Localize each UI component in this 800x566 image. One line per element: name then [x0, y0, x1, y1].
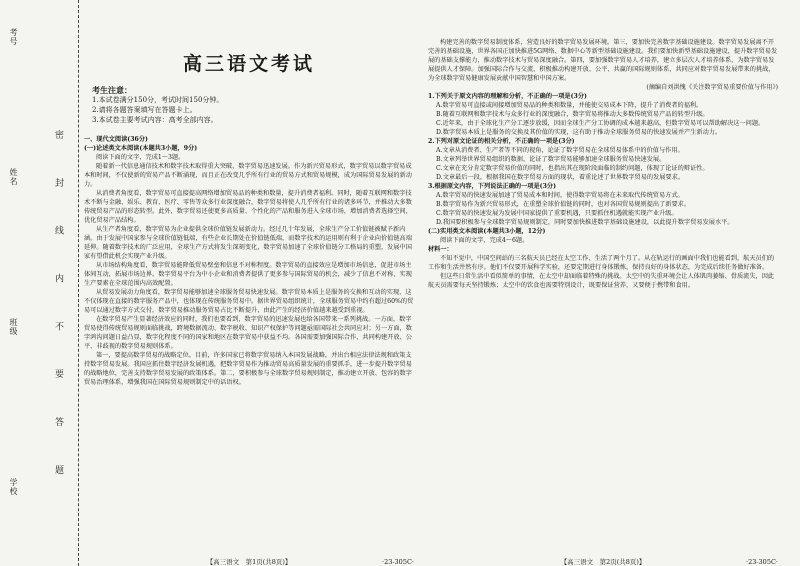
instruction: 阅读下面的文字，完成1～3题。	[96, 154, 185, 161]
section-heading: 一、现代文阅读(36分)	[84, 136, 148, 143]
passage-paragraph: 从贸易发展动力角度看，数字贸易能够加速全球服务贸易快速发展。数字贸易本质上是服务的交换和互动的实现，这不仅体现在直接的数字服务产品中，也体现在传统服务贸易中。据世界贸易组织统计，全球服务贸易中约有超过60%的贸易可以通过数字方式交付，数字贸易推动服务贸易占比不断提升，由此产生的经济价值越来越受到重视。	[84, 289, 414, 314]
notice-heading: 考生注意：	[92, 85, 132, 95]
exam-notice	[84, 85, 414, 125]
exam-no-label: 考号	[9, 28, 18, 46]
page-1-code: ·23-305C·	[382, 558, 414, 566]
name-label: 姓名	[9, 168, 18, 186]
class-label: 班级	[9, 318, 18, 336]
page-2-code: ·23-305C·	[746, 558, 778, 566]
notice-item: 3.本试卷主要考试内容：高考全部内容。	[92, 116, 218, 124]
question-option: C.近年来，由于全球化生产分工逐步放缓，因而全球生产分工协调的成本越来越高，但数字贸易可以帮助解决这一问题。	[436, 120, 765, 127]
passage-paragraph: 从市场结构角度看，数字贸易能降低贸易壁垒和信息不对称程度。数字贸易的直接效应是增加市场信息，促进市场主体间互动，拓展市场边界。数字贸易平台为中小企业和消费者提供了更多参与国际贸易的机会，减少了信息不对称，实现生产要素在全球范围内高效配置。	[84, 262, 412, 287]
page-2-column	[428, 0, 778, 566]
question-option: A.文章从消费者、生产者等不同的视角，论证了数字贸易在全球贸易体系中的价值与作用。	[436, 147, 684, 154]
question-option: B.文章列举世界贸易组织的数据，论证了数字贸易能够加速全球服务贸易快速发展。	[436, 156, 666, 163]
question-option: C.数字贸易的快速发展为发展中国家提供了重要机遇，只要抓住机遇就能实现产业升级。	[436, 210, 678, 217]
passage-paragraph: 随着新一代信息通信技术和数字技术取得重大突破，数字贸易迅速发展。作为新兴贸易形式，数字贸易以数字贸易成本和时间，不仅使新的贸易产品不断涌现，而且正在改变几乎所有行业的贸易方式和贸易规模，成为国际贸易发展的新动力。	[84, 163, 412, 188]
page-1-column	[84, 0, 414, 566]
question-option: D.文章最后一段，根据我国在数字贸易方面的现状，着重论述了世界数字贸易的发展要求。	[436, 174, 685, 181]
material-paragraph: 不知不觉中，中国空间站的三名航天员已经在太空工作、生活了两个月了。从在轨运行的画面中我们也能看到，航天员们的工作和生活井然有序。他们不仅要开展科学实验，还要定期进行身体锻炼，保持良好的身体状态，为完成后续任务做好准备。	[428, 255, 775, 271]
passage-paragraph: 从消费者角度看，数字贸易可直接提高网络增加贸易品的种类和数量，提升消费者福利。同时，随着互联网和数字技术不断与金融、娱乐、教育、医疗、零售等众多行业深度融合，数字贸易将使人几乎所有行业的诸多环节，并推动大多数传统贸易产品的形态转型。此外，数字贸易还使更多高质量、个性化的产品和服务进入全球市场，增加消费者选择空间，优化贸易产品结构。	[84, 190, 412, 224]
school-label: 学校	[9, 478, 18, 496]
exam-title: 高三语文考试	[182, 53, 315, 75]
question-option: C.文章在充分肯定数字贸易价值的同时，也指出其在现阶段面临的制约问题，体现了论证的辩证性。	[436, 165, 709, 172]
passage-paragraph: 构建完善的数字贸易制度体系，营造良好的数字贸易发展环境。第三，要加快完善数字基础设施建设。数字贸易发展离不开完善的基础设施，世界各国正加快推进5G网络、数据中心等新型基础设施建设。我们要加快新型基础设施建设，提升数字贸易发展的基础支撑能力，推动数字技术与贸易深度融合。第四，要加强数字贸易人才培养，建立多层次人才培养体系，为数字贸易发展提供人才保障。加强国际合作与交流，积极推动构建开放、公平、共赢的国际规则体系，共同应对数字贸易发展带来的挑战，为全球数字贸易健康发展贡献中国智慧和中国方案。	[428, 39, 778, 82]
notice-item: 2.请将各题答案填写在答题卡上。	[92, 106, 197, 114]
passage-paragraph: 从生产者角度看，数字贸易为企业提供全球价值链发展新动力。经过几十年发展，全球生产分工价值链被赋予新内涵。由于发展中国家参与全球价值链低端，有些企业长期处在价值链低端，而数字技术的运用则有利于企业向价值链高端延伸。随着数字技术的广泛应用，全球生产方式将发生深刻变化，数字贸易加速了全球价值链分工格局的重塑，发展中国家有望借此机会实现产业升级。	[84, 226, 412, 260]
material-label: 材料一：	[428, 246, 453, 253]
subsection-heading: (一)论述类文本阅读(本题共3小题，9分)	[84, 145, 198, 152]
passage-paragraph: 第一，要提高数字贸易的战略定位。目前，许多国家已将数字贸易纳入本国发展战略，并出台相应法律法规和政策支持数字贸易发展。我国应抓住数字经济发展机遇，把数字贸易作为推动贸易高质量发展的重要抓手，进一步提升数字贸易的战略地位，完善支持数字贸易发展的政策体系。第二，要积极参与全球数字贸易规则制定，推动建立开放、包容的数字贸易治理体系，增强我国在国际贸易规则制定中的话语权。	[84, 352, 412, 386]
instruction: 阅读下面的文字，完成4～6题。	[440, 237, 529, 244]
binding-margin	[0, 0, 79, 566]
question-option: B.数字贸易作为新兴贸易形式，在重塑全球价值链的同时，也对各国贸易规则提出了新要求。	[436, 201, 691, 208]
question-option: A.数字贸易的快速发展加速了贸易成本和时间，使得数字贸易将在未来取代传统贸易方式。	[436, 192, 684, 199]
notice-item: 1.本试卷满分150分，考试时间150分钟。	[92, 96, 224, 104]
seal-line-notice: 密 封 线 内 不 要 答 题	[53, 130, 63, 493]
question-stem: 3.根据原文内容，下列说法正确的一项是(3分)	[428, 183, 556, 190]
question-stem: 2.下列对原文论证的相关分析，不正确的一项是(3分)	[428, 138, 575, 145]
question-option: D.数字贸易本质上是服务的交换及其价值的实现，这有助于推动全球服务贸易的快速发展并产生新动力。	[436, 129, 722, 136]
page-1-label: 【高三语文 第1页(共8页)】	[206, 558, 292, 566]
question-option: A.数字贸易可直接或间接增加贸易品的种类和数量，并能使交易成本下降，提升了消费者的福利。	[436, 102, 703, 109]
subsection-heading: (二)实用类文本阅读(本题共3小题，12分)	[428, 228, 546, 235]
material-paragraph: 但这些日常生活中看似简单的事情，在太空中却面临着特殊的挑战。太空中的失重环境会让人体肌肉萎缩、骨质流失，因此航天员需要每天坚持锻炼；太空中的饮食也需要特别设计，既要保证营养，又要便于携带和食用。	[428, 273, 775, 289]
question-option: D.我国要积极参与全球数字贸易规则制定，同时要加快推进数字基础设施建设，以此提升数字贸易发展水平。	[436, 219, 734, 226]
passage-source: (摘编自刘洪愧《关注数字贸易重要价值与作用》)	[646, 84, 778, 91]
question-option: B.随着互联网和数字技术与众多行业的深度融合，数字贸易将推动大多数传统贸易产品的转型升级。	[436, 111, 709, 118]
page-2-label: 【高三语文 第2页(共8页)】	[560, 558, 646, 566]
question-stem: 1.下列关于原文内容的理解和分析，不正确的一项是(3分)	[428, 93, 587, 100]
passage-paragraph: 在数字贸易产生显著经济效应的同时，我们也要看到，数字贸易的迅速发展也给各国带来一系列挑战。一方面，数字贸易使得传统贸易规则面临挑战，跨境数据流动、数字税收、知识产权保护等问题亟需国际社会共同应对；另一方面，数字鸿沟问题日益凸显，数字化程度不同的国家和地区在数字贸易中获益不均。各国需要加强国际合作，共同构建开放、公平、非歧视的数字贸易规则体系。	[84, 316, 412, 350]
